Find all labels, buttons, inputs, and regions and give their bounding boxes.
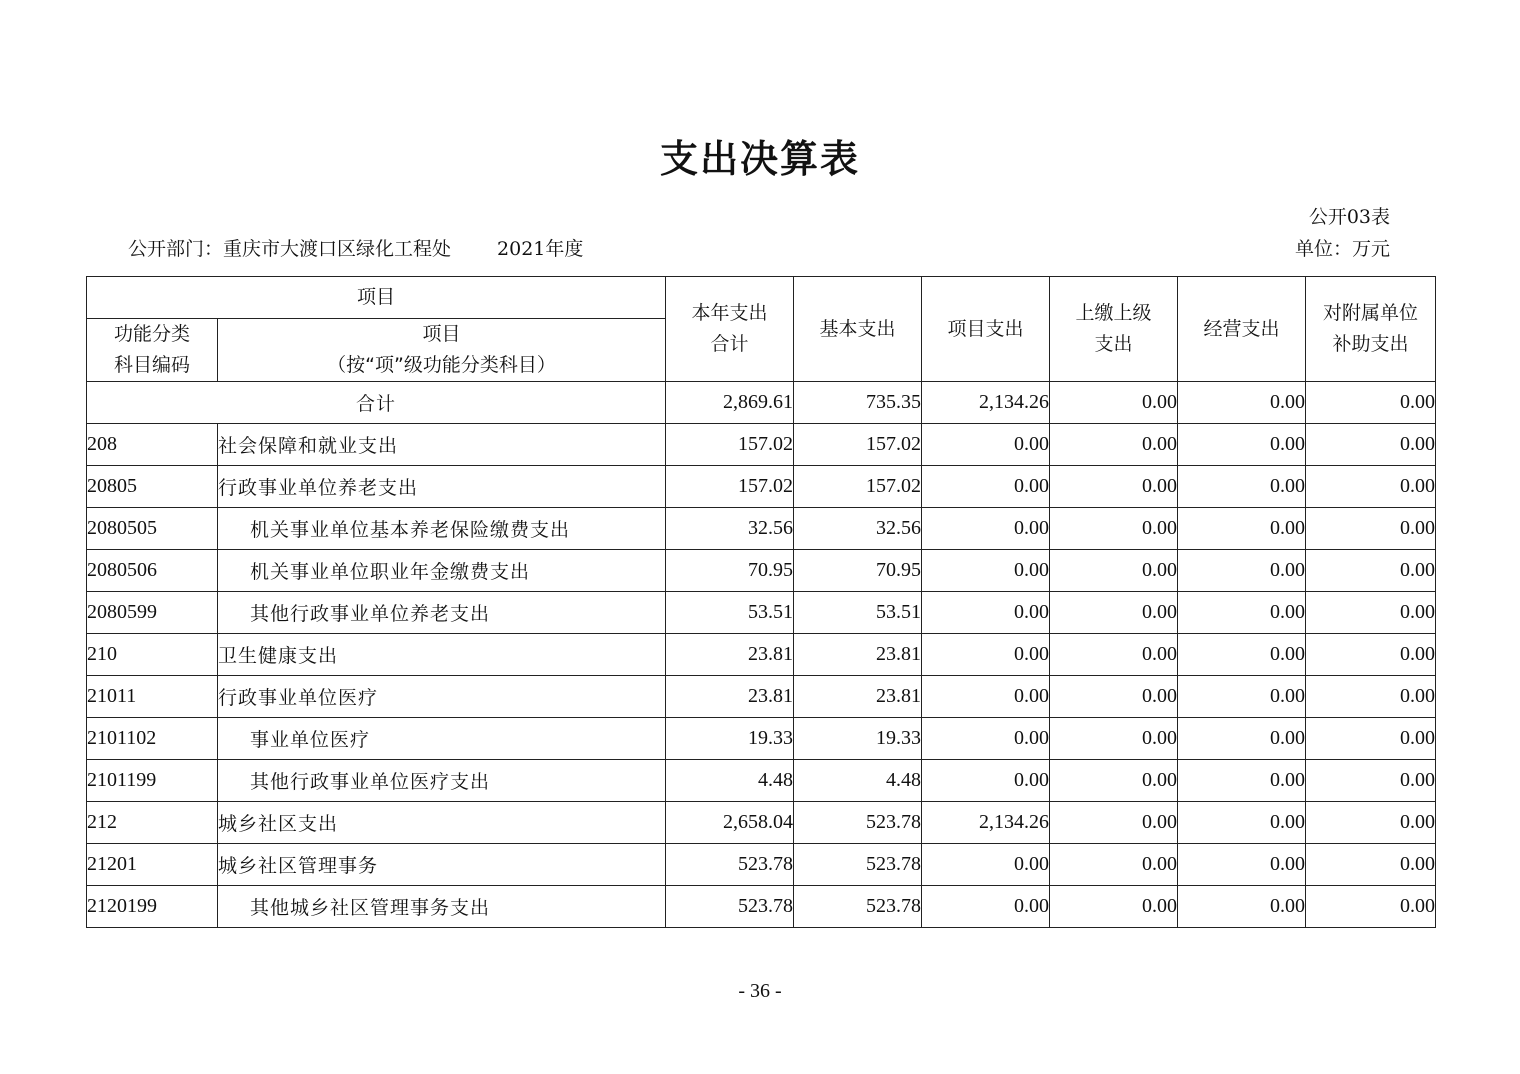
code-cell: 2101102 (87, 718, 218, 760)
department-line (128, 234, 583, 261)
upper-cell: 0.00 (1050, 592, 1178, 634)
total-label: 合计 (87, 382, 666, 424)
code-cell: 210 (87, 634, 218, 676)
code-cell: 2080599 (87, 592, 218, 634)
table-row (87, 634, 1436, 676)
basic-cell: 523.78 (794, 802, 922, 844)
project-cell: 0.00 (922, 550, 1050, 592)
total-cell: 53.51 (666, 592, 794, 634)
header-code (87, 319, 218, 382)
header-code-line2: 科目编码 (113, 354, 190, 376)
subsidy-cell: 0.00 (1306, 802, 1436, 844)
header-upper-line1: 上缴上级 (1075, 302, 1152, 324)
business-cell: 0.00 (1178, 802, 1306, 844)
name-cell: 其他行政事业单位医疗支出 (218, 760, 666, 802)
code-cell: 21011 (87, 676, 218, 718)
header-total (666, 277, 794, 382)
project-cell: 2,134.26 (922, 382, 1050, 424)
total-row (87, 382, 1436, 424)
table-row (87, 718, 1436, 760)
business-cell: 0.00 (1178, 676, 1306, 718)
subsidy-cell: 0.00 (1306, 424, 1436, 466)
expenditure-table (86, 276, 1436, 928)
project-cell: 0.00 (922, 760, 1050, 802)
upper-cell: 0.00 (1050, 634, 1178, 676)
project-cell: 0.00 (922, 718, 1050, 760)
total-cell: 523.78 (666, 844, 794, 886)
upper-cell: 0.00 (1050, 844, 1178, 886)
header-name-line2: （按“项”级功能分类科目） (327, 354, 556, 376)
subsidy-cell: 0.00 (1306, 508, 1436, 550)
basic-cell: 19.33 (794, 718, 922, 760)
header-business: 经营支出 (1178, 277, 1306, 382)
upper-cell: 0.00 (1050, 760, 1178, 802)
name-cell: 行政事业单位养老支出 (218, 466, 666, 508)
total-cell: 157.02 (666, 424, 794, 466)
basic-cell: 523.78 (794, 886, 922, 928)
subsidy-cell: 0.00 (1306, 466, 1436, 508)
business-cell: 0.00 (1178, 592, 1306, 634)
name-cell: 卫生健康支出 (218, 634, 666, 676)
subsidy-cell: 0.00 (1306, 718, 1436, 760)
basic-cell: 4.48 (794, 760, 922, 802)
basic-cell: 23.81 (794, 676, 922, 718)
basic-cell: 735.35 (794, 382, 922, 424)
basic-cell: 157.02 (794, 466, 922, 508)
total-cell: 23.81 (666, 634, 794, 676)
project-cell: 0.00 (922, 592, 1050, 634)
table-row (87, 592, 1436, 634)
header-upper (1050, 277, 1178, 382)
name-cell: 社会保障和就业支出 (218, 424, 666, 466)
total-cell: 23.81 (666, 676, 794, 718)
subsidy-cell: 0.00 (1306, 634, 1436, 676)
upper-cell: 0.00 (1050, 550, 1178, 592)
project-cell: 0.00 (922, 676, 1050, 718)
code-cell: 212 (87, 802, 218, 844)
name-cell: 其他城乡社区管理事务支出 (218, 886, 666, 928)
upper-cell: 0.00 (1050, 718, 1178, 760)
business-cell: 0.00 (1178, 550, 1306, 592)
business-cell: 0.00 (1178, 886, 1306, 928)
name-cell: 城乡社区管理事务 (218, 844, 666, 886)
code-cell: 20805 (87, 466, 218, 508)
name-cell: 机关事业单位基本养老保险缴费支出 (218, 508, 666, 550)
upper-cell: 0.00 (1050, 466, 1178, 508)
header-subsidy-line1: 对附属单位 (1323, 302, 1419, 324)
subsidy-cell: 0.00 (1306, 592, 1436, 634)
name-cell: 其他行政事业单位养老支出 (218, 592, 666, 634)
subsidy-cell: 0.00 (1306, 844, 1436, 886)
table-row (87, 550, 1436, 592)
project-cell: 2,134.26 (922, 802, 1050, 844)
project-cell: 0.00 (922, 424, 1050, 466)
business-cell: 0.00 (1178, 466, 1306, 508)
page-title: 支出决算表 (659, 137, 860, 181)
total-cell: 157.02 (666, 466, 794, 508)
project-cell: 0.00 (922, 508, 1050, 550)
business-cell: 0.00 (1178, 424, 1306, 466)
subsidy-cell: 0.00 (1306, 550, 1436, 592)
unit-label: 单位：万元 (1294, 238, 1390, 260)
table-row (87, 508, 1436, 550)
basic-cell: 23.81 (794, 634, 922, 676)
code-cell: 21201 (87, 844, 218, 886)
header-subsidy (1306, 277, 1436, 382)
upper-cell: 0.00 (1050, 802, 1178, 844)
total-cell: 4.48 (666, 760, 794, 802)
business-cell: 0.00 (1178, 508, 1306, 550)
code-cell: 2080506 (87, 550, 218, 592)
project-cell: 0.00 (922, 886, 1050, 928)
total-cell: 2,658.04 (666, 802, 794, 844)
table-row (87, 844, 1436, 886)
table-row (87, 676, 1436, 718)
fiscal-year: 2021年度 (497, 238, 584, 260)
code-cell: 2101199 (87, 760, 218, 802)
project-cell: 0.00 (922, 466, 1050, 508)
name-cell: 事业单位医疗 (218, 718, 666, 760)
upper-cell: 0.00 (1050, 886, 1178, 928)
header-upper-line2: 支出 (1094, 333, 1133, 355)
table-row (87, 760, 1436, 802)
name-cell: 行政事业单位医疗 (218, 676, 666, 718)
total-cell: 19.33 (666, 718, 794, 760)
subsidy-cell: 0.00 (1306, 382, 1436, 424)
header-code-line1: 功能分类 (113, 323, 190, 345)
code-cell: 2120199 (87, 886, 218, 928)
basic-cell: 157.02 (794, 424, 922, 466)
upper-cell: 0.00 (1050, 508, 1178, 550)
department-name: 公开部门：重庆市大渡口区绿化工程处 (128, 238, 452, 260)
total-cell: 32.56 (666, 508, 794, 550)
header-basic: 基本支出 (794, 277, 922, 382)
upper-cell: 0.00 (1050, 676, 1178, 718)
total-cell: 70.95 (666, 550, 794, 592)
header-project: 项目支出 (922, 277, 1050, 382)
business-cell: 0.00 (1178, 760, 1306, 802)
name-cell: 城乡社区支出 (218, 802, 666, 844)
form-number: 公开03表 (1308, 206, 1390, 228)
header-item-group: 项目 (87, 277, 666, 319)
total-cell: 2,869.61 (666, 382, 794, 424)
table-row (87, 886, 1436, 928)
subsidy-cell: 0.00 (1306, 760, 1436, 802)
table-row (87, 466, 1436, 508)
header-subsidy-line2: 补助支出 (1332, 333, 1409, 355)
code-cell: 2080505 (87, 508, 218, 550)
header-name (218, 319, 666, 382)
basic-cell: 70.95 (794, 550, 922, 592)
name-cell: 机关事业单位职业年金缴费支出 (218, 550, 666, 592)
project-cell: 0.00 (922, 634, 1050, 676)
business-cell: 0.00 (1178, 634, 1306, 676)
table-row (87, 424, 1436, 466)
business-cell: 0.00 (1178, 382, 1306, 424)
basic-cell: 53.51 (794, 592, 922, 634)
project-cell: 0.00 (922, 844, 1050, 886)
business-cell: 0.00 (1178, 718, 1306, 760)
basic-cell: 32.56 (794, 508, 922, 550)
total-cell: 523.78 (666, 886, 794, 928)
subsidy-cell: 0.00 (1306, 676, 1436, 718)
code-cell: 208 (87, 424, 218, 466)
page-number: - 36 - (738, 980, 782, 1002)
subsidy-cell: 0.00 (1306, 886, 1436, 928)
upper-cell: 0.00 (1050, 424, 1178, 466)
header-name-line1: 项目 (422, 323, 461, 345)
header-total-line1: 本年支出 (691, 302, 768, 324)
business-cell: 0.00 (1178, 844, 1306, 886)
table-row (87, 802, 1436, 844)
upper-cell: 0.00 (1050, 382, 1178, 424)
header-total-line2: 合计 (710, 333, 749, 355)
basic-cell: 523.78 (794, 844, 922, 886)
